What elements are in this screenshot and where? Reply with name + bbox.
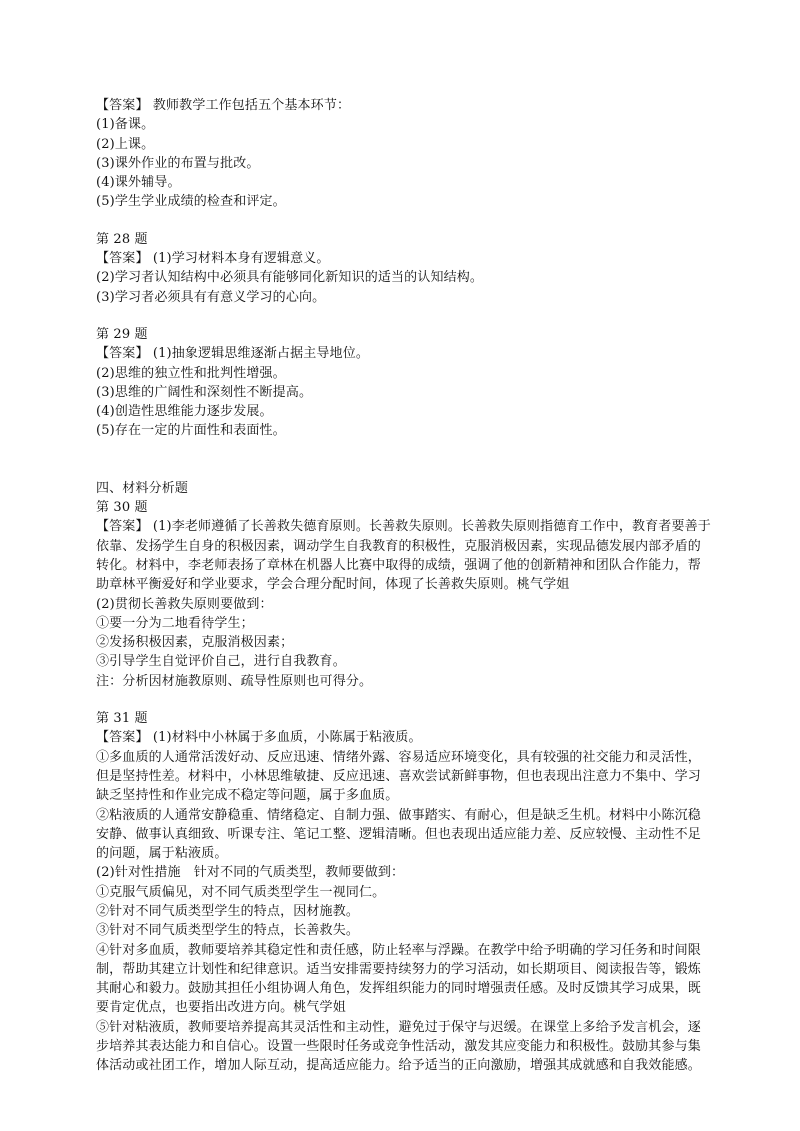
- q31-paragraph: ⑤针对粘液质，教师要培养提高其灵活性和主动性，避免过于保守与迟缓。在课堂上多给予发言机会，逐步培养其表达能力和自信心。设置一些限时任务或竞争性活动，激发其应变能力和积极性。鼓励其参与集体活动或社团工作，增加人际互动，提高适应能力。给予适当的正向激励，增强其成就感和自我效能感。: [96, 1019, 701, 1074]
- q27-item: (2)上课。: [96, 136, 155, 152]
- q28-item: (2)学习者认知结构中必须具有能够同化新知识的适当的认知结构。: [96, 270, 484, 286]
- q31-paragraph: ④针对多血质，教师要培养其稳定性和责任感，防止轻率与浮躁。在教学中给予明确的学习任务和时间限制，帮助其建立计划性和纪律意识。适当安排需要持续努力的学习活动，如长期项目、阅读报告等，锻炼其耐心和毅力。鼓励其担任小组协调人角色，发挥组织能力的同时增强责任感。及时反馈其学习成果，既要肯定优点，也要指出改进方向。桃气学姐: [96, 942, 701, 1016]
- q30-item: ③引导学生自觉评价自己，进行自我教育。: [96, 654, 346, 670]
- q28-answer-line: 【答案】 (1)学习材料本身有逻辑意义。: [96, 251, 330, 267]
- q28-title: 第 28 题: [96, 231, 148, 247]
- q31-answer-line: 【答案】 (1)材料中小林属于多血质，小陈属于粘液质。: [96, 730, 422, 746]
- q29-item: (2)思维的独立性和批判性增强。: [96, 365, 286, 381]
- q27-answer-line: 【答案】 教师教学工作包括五个基本环节：: [96, 98, 351, 113]
- q29-title: 第 29 题: [96, 326, 148, 342]
- q31-item: ①克服气质偏见，对不同气质类型学生一视同仁。: [96, 884, 386, 900]
- q30-note: 注：分析因材施教原则、疏导性原则也可得分。: [96, 673, 373, 689]
- q31-paragraph: ②粘液质的人通常安静稳重、情绪稳定、自制力强、做事踏实、有耐心，但是缺乏生机。材料中小陈沉稳安静、做事认真细致、听课专注、笔记工整、逻辑清晰。但也表现出适应能力差、反应较慢、主动性不足的问题，属于粘液质。: [96, 807, 701, 862]
- q31-item: ③针对不同气质类型学生的特点，长善救失。: [96, 923, 360, 939]
- page-content: [96, 96, 711, 1076]
- q30-item: ②发扬积极因素，克服消极因素；: [96, 635, 294, 651]
- q31-title: 第 31 题: [96, 711, 148, 727]
- q27-item: (5)学生学业成绩的检查和评定。: [96, 194, 286, 210]
- q30-title: 第 30 题: [96, 500, 148, 516]
- q28-item: (3)学习者必须具有有意义学习的心向。: [96, 289, 326, 305]
- q31-paragraph: ①多血质的人通常活泼好动、反应迅速、情绪外露、容易适应环境变化，具有较强的社交能力和灵活性，但是坚持性差。材料中，小林思维敏捷、反应迅速、喜欢尝试新鲜事物，但也表现出注意力不集中、学习缺乏坚持性和作业完成不稳定等问题，属于多血质。: [96, 749, 701, 804]
- q29-item: (5)存在一定的片面性和表面性。: [96, 423, 286, 439]
- q31-measures-title: (2)针对性措施 针对不同的气质类型，教师要做到：: [96, 865, 405, 881]
- q30-answer-paragraph: 【答案】 (1)李老师遵循了长善救失德育原则。长善救失原则。长善救失原则指德育工作中，教育者要善于依靠、发扬学生自身的积极因素，调动学生自我教育的积极性，克服消极因素，实现品德发展内部矛盾的转化。材料中，李老师表扬了章林在机器人比赛中取得的成绩，强调了他的创新精神和团队合作能力，帮助章林平衡爱好和学业要求，学会合理分配时间，体现了长善救失原则。桃气学姐: [96, 519, 711, 593]
- q30-item: ①要一分为二地看待学生；: [96, 615, 254, 631]
- q27-item: (4)课外辅导。: [96, 175, 181, 191]
- q31-item: ②针对不同气质类型学生的特点，因材施教。: [96, 903, 360, 919]
- q27-item: (1)备课。: [96, 117, 155, 133]
- section-heading: 四、材料分析题: [96, 480, 189, 496]
- q27-item: (3)课外作业的布置与批改。: [96, 155, 260, 171]
- q30-item: (2)贯彻长善救失原则要做到：: [96, 596, 273, 612]
- q29-item: (4)创造性思维能力逐步发展。: [96, 404, 273, 420]
- q29-answer-line: 【答案】 (1)抽象逻辑思维逐渐占据主导地位。: [96, 346, 369, 362]
- q29-item: (3)思维的广阔性和深刻性不断提高。: [96, 384, 313, 400]
